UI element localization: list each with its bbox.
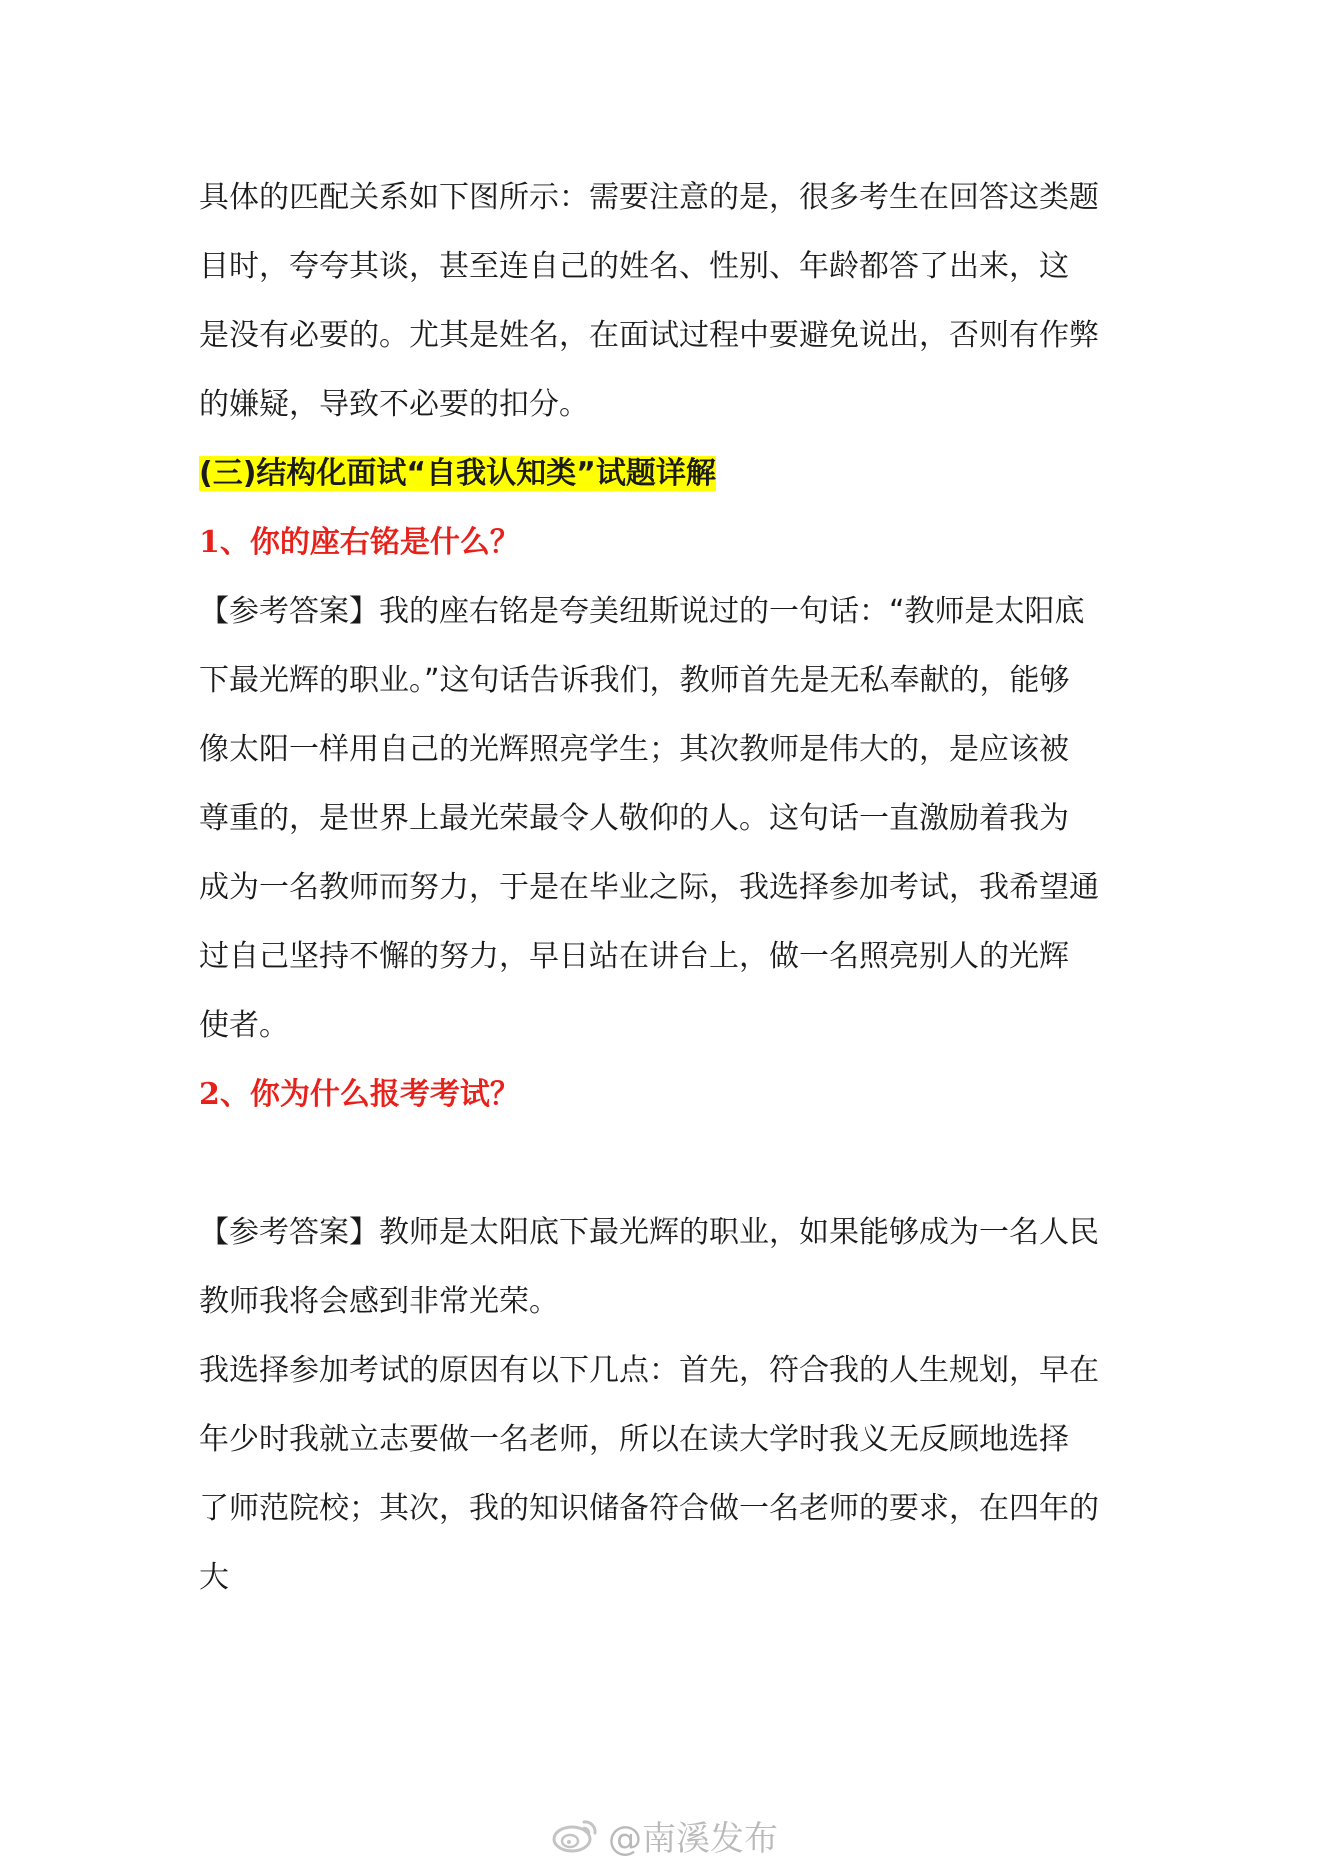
answer-1-line-1: 【参考答案】我的座右铭是夸美纽斯说过的一句话：“教师是太阳底 [199,594,1085,629]
answer-2-line-2: 教师我将会感到非常光荣。 [199,1284,559,1319]
answer-2-line-6: 大 [199,1560,229,1595]
answer-1-line-5: 成为一名教师而努力，于是在毕业之际，我选择参加考试，我希望通 [199,870,1099,905]
answer-1-line-3: 像太阳一样用自己的光辉照亮学生；其次教师是伟大的，是应该被 [199,732,1069,767]
answer-2-line-5: 了师范院校；其次，我的知识储备符合做一名老师的要求，在四年的 [199,1491,1099,1526]
section-heading-text: (三)结构化面试“自我认知类”试题详解 [199,456,716,491]
weibo-icon [550,1816,600,1854]
section-heading [199,454,716,494]
answer-2-line-3: 我选择参加考试的原因有以下几点：首先，符合我的人生规划，早在 [199,1353,1099,1388]
question-1-heading: 1、你的座右铭是什么？ [199,525,520,560]
intro-line-4: 的嫌疑，导致不必要的扣分。 [199,387,589,422]
intro-line-3: 是没有必要的。尤其是姓名，在面试过程中要避免说出，否则有作弊 [199,318,1099,353]
watermark-text: @南溪发布 [608,1818,778,1859]
answer-1-line-4: 尊重的，是世界上最光荣最令人敬仰的人。这句话一直激励着我为 [199,801,1069,836]
watermark [550,1815,778,1859]
answer-1-line-2: 下最光辉的职业。”这句话告诉我们，教师首先是无私奉献的，能够 [199,663,1070,698]
intro-line-2: 目时，夸夸其谈，甚至连自己的姓名、性别、年龄都答了出来，这 [199,249,1069,284]
answer-1-line-6: 过自己坚持不懈的努力，早日站在讲台上，做一名照亮别人的光辉 [199,939,1069,974]
question-2-heading: 2、你为什么报考考试？ [199,1077,520,1112]
intro-line-1: 具体的匹配关系如下图所示：需要注意的是，很多考生在回答这类题 [199,180,1099,215]
answer-2-line-4: 年少时我就立志要做一名老师，所以在读大学时我义无反顾地选择 [199,1422,1069,1457]
answer-1-line-7: 使者。 [199,1008,289,1043]
answer-2-line-1: 【参考答案】教师是太阳底下最光辉的职业，如果能够成为一名人民 [199,1215,1099,1250]
